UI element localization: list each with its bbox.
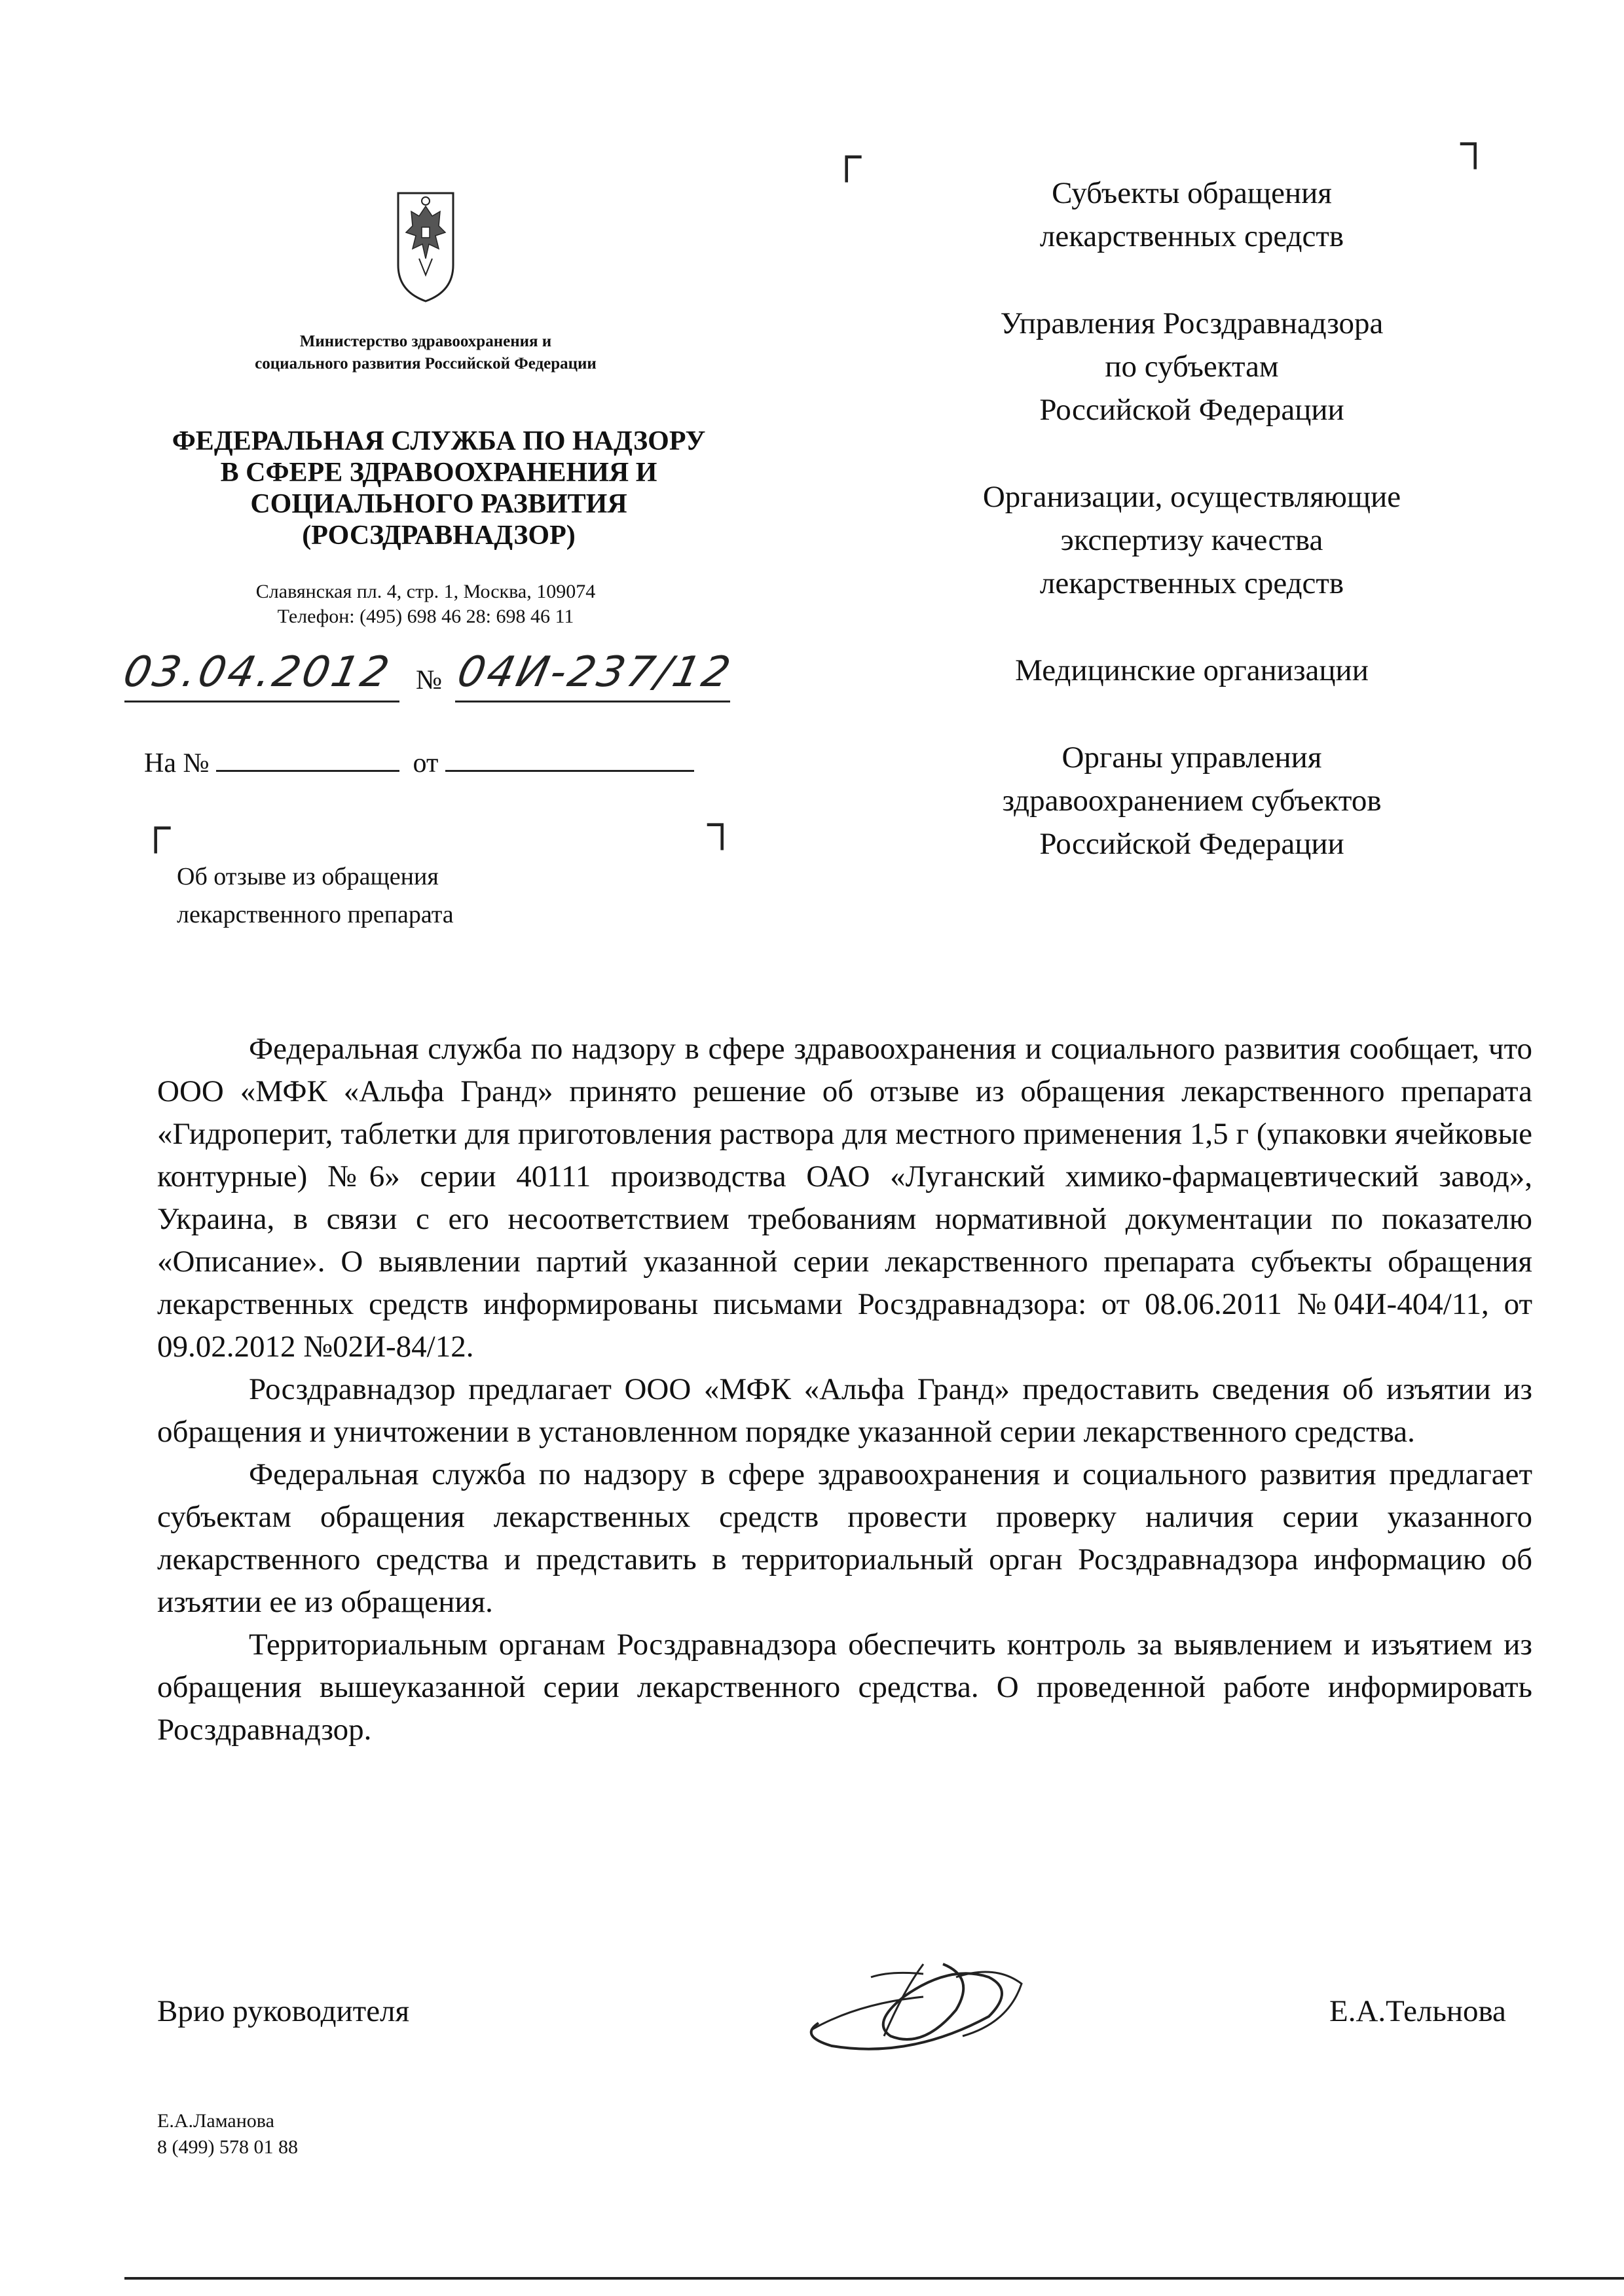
recipient-line: Органы управления	[1061, 740, 1322, 774]
recipient-line: Российской Федерации	[1039, 827, 1344, 861]
recipient-line: Управления Росздравнадзора	[1000, 306, 1384, 340]
agency-address	[164, 579, 688, 629]
reply-date-field	[445, 746, 694, 772]
recipient-line: по субъектам	[1105, 350, 1279, 384]
recipient-line: здравоохранением субъектов	[1002, 784, 1382, 818]
subject-line: лекарственного препарата	[177, 901, 454, 928]
body-paragraph: Федеральная служба по надзору в сфере здравоохранения и социального развития предлагает субъектам обращения лекарственных средств провести проверку наличия серии указанного лекарственного средства и представить в территориальный орган Росздравнадзора информацию об изъятии ее из обращения.	[157, 1457, 1532, 1619]
number-underline	[455, 701, 730, 702]
recipient-line: лекарственных средств	[1039, 566, 1344, 600]
ministry-name	[164, 331, 688, 375]
recipient-group	[891, 736, 1493, 866]
corner-mark-top-left: ┌	[832, 132, 862, 179]
registration-date: 03.04.2012	[119, 648, 396, 697]
executor-phone: 8 (499) 578 01 88	[157, 2136, 298, 2158]
ministry-line: Министерство здравоохранения и	[299, 333, 552, 350]
coat-of-arms-icon	[393, 187, 458, 304]
recipient-line: экспертизу качества	[1060, 523, 1323, 557]
reply-reference	[144, 746, 733, 780]
recipient-line: лекарственных средств	[1039, 219, 1344, 253]
recipient-group	[891, 649, 1493, 692]
recipient-line: Организации, осуществляющие	[982, 480, 1401, 514]
agency-line: В СФЕРЕ ЗДРАВООХРАНЕНИЯ И	[220, 458, 657, 488]
body-paragraph: Федеральная служба по надзору в сфере здравоохранения и социального развития сообщает, что ООО «МФК «Альфа Гранд» принято решение об отзыве из обращения лекарственного препарата «Гидроперит, таблетки для приготовления раствора для местного применения 1,5 г (упаковки ячейковые контурные) №6» серии 40111 производства ОАО «Луганский химико-фармацевтический завод», Украина, в связи с его несоответствием требованиям нормативной документации по показателю «Описание». О выявлении партий указанной серии лекарственного препарата субъекты обращения лекарственных средств информированы письмами Росздравнадзора: от 08.06.2011 №04И-404/11, от 09.02.2012 №02И-84/12.	[157, 1032, 1532, 1364]
recipient-group	[891, 475, 1493, 605]
ministry-line: социального развития Российской Федерации	[255, 355, 597, 373]
recipient-line: Медицинские организации	[1015, 653, 1369, 687]
address-line: Славянская пл. 4, стр. 1, Москва, 109074	[255, 581, 596, 602]
recipient-line: Российской Федерации	[1039, 393, 1344, 427]
recipient-group	[891, 172, 1493, 258]
agency-line: СОЦИАЛЬНОГО РАЗВИТИЯ	[250, 489, 627, 519]
subject-line: Об отзыве из обращения	[177, 863, 439, 890]
subject-bracket-right: ┐	[707, 799, 737, 847]
from-label: от	[413, 748, 439, 778]
registration-number: 04И-237/12	[453, 648, 737, 697]
corner-mark-top-right: ┐	[1460, 118, 1490, 166]
date-underline	[124, 701, 399, 702]
reply-label: На №	[144, 748, 210, 778]
recipient-line: Субъекты обращения	[1052, 176, 1332, 210]
handwritten-signature	[792, 1938, 1041, 2069]
signatory-name: Е.А.Тельнова	[1329, 1994, 1506, 2028]
subject	[177, 858, 454, 934]
agency-name	[124, 426, 753, 551]
body-paragraph: Территориальным органам Росздравнадзора обеспечить контроль за выявлением и изъятием из обращения вышеуказанной серии лекарственного средства. О проведенной работе информировать Росздравнадзор.	[157, 1628, 1532, 1747]
agency-line: ФЕДЕРАЛЬНАЯ СЛУЖБА ПО НАДЗОРУ	[172, 426, 706, 456]
subject-bracket-left: ┌	[141, 803, 171, 850]
reply-number-field	[216, 746, 399, 772]
page-bottom-divider	[124, 2277, 1624, 2280]
phone-line: Телефон: (495) 698 46 28: 698 46 11	[277, 606, 574, 627]
recipients	[891, 172, 1493, 909]
recipient-group	[891, 302, 1493, 431]
executor-info	[157, 2108, 298, 2160]
number-sign: №	[416, 665, 443, 695]
executor-name: Е.А.Ламанова	[157, 2110, 274, 2132]
signatory-title: Врио руководителя	[157, 1994, 410, 2028]
letter-body	[157, 1028, 1532, 1751]
body-paragraph: Росздравнадзор предлагает ООО «МФК «Альфа Гранд» предоставить сведения об изъятии из обращения и уничтожении в установленном порядке указанной серии лекарственного средства.	[157, 1372, 1532, 1449]
agency-line: (РОСЗДРАВНАДЗОР)	[302, 520, 576, 551]
